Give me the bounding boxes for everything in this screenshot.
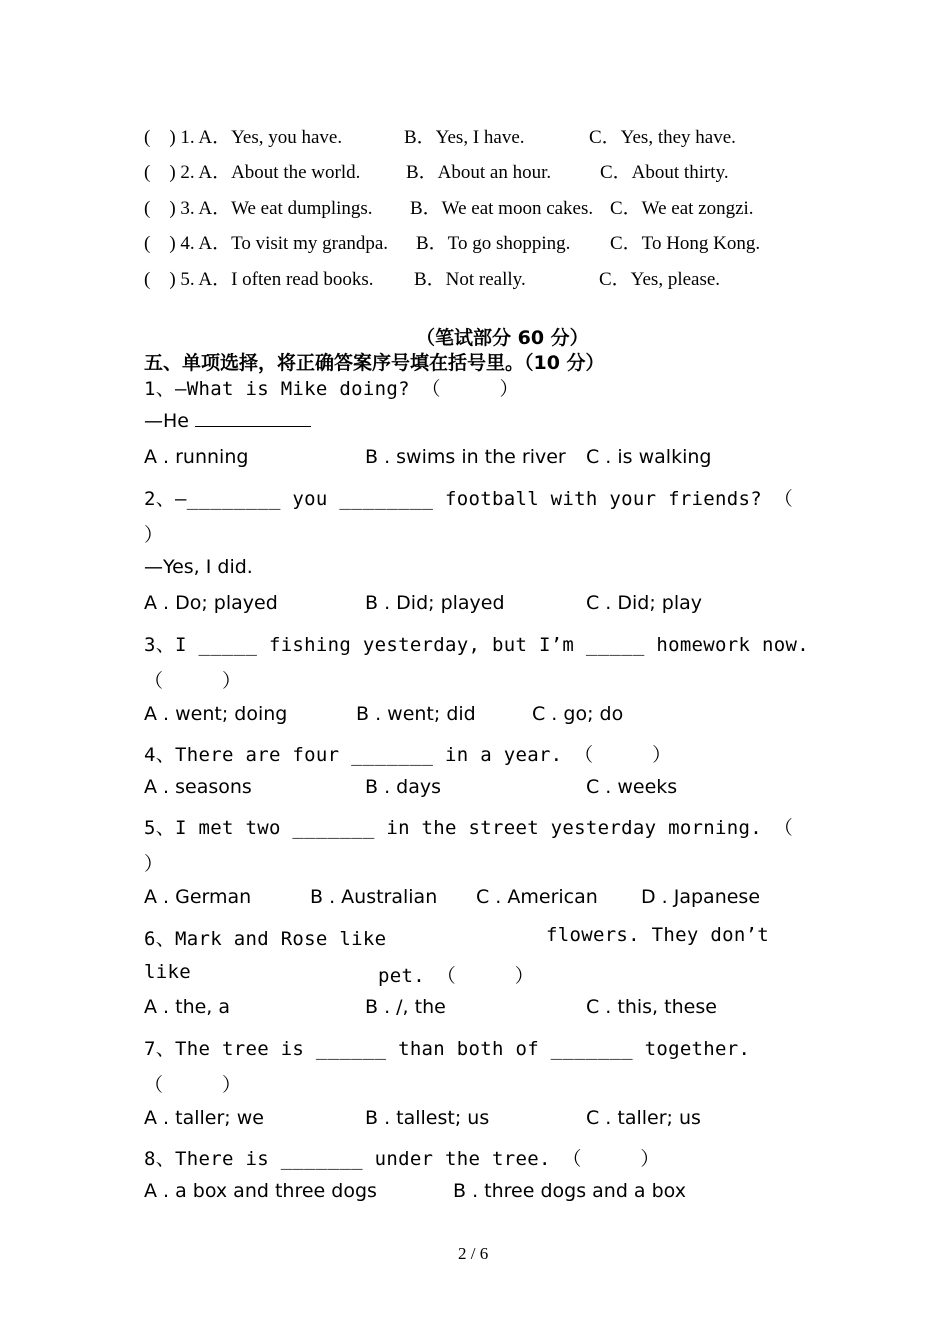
answer-parens: （ ）	[144, 670, 242, 692]
option-a: A . the, a	[144, 996, 231, 1018]
listening-option-c: C．Yes, they have.	[589, 127, 736, 148]
answer-line: —Yes, I did.	[144, 556, 253, 578]
question-stem: 3、I _____ fishing yesterday, but I’m _____ homework now.	[144, 634, 809, 656]
option-b: B . three dogs and a box	[453, 1180, 686, 1202]
option-c: C . taller; us	[586, 1107, 701, 1129]
question-stem-cont: ）	[144, 853, 164, 875]
page-number: 2 / 6	[458, 1244, 489, 1263]
section-title: 五、单项选择，将正确答案序号填在括号里。（10 分）	[144, 352, 605, 374]
question-stem: 1、—What is Mike doing? （ ）	[144, 378, 519, 400]
option-a: A . German	[144, 886, 252, 908]
option-b: B . Australian	[310, 886, 438, 908]
option-a: A . went; doing	[144, 703, 288, 725]
listening-option-a: ( ) 3. A．We eat dumplings.	[144, 198, 373, 219]
listening-option-b: B．Yes, I have.	[404, 127, 525, 148]
option-b: B . Did; played	[365, 592, 505, 614]
question-stem: 8、There is _______ under the tree. （ ）	[144, 1148, 660, 1170]
option-a: A . a box and three dogs	[144, 1180, 377, 1202]
option-b: B . tallest; us	[365, 1107, 490, 1129]
question-stem-part: pet. （ ）	[378, 965, 534, 987]
listening-option-c: C．Yes, please.	[599, 269, 721, 290]
option-c: C . go; do	[532, 703, 624, 725]
answer-line	[144, 410, 311, 432]
listening-option-a: ( ) 4. A．To visit my grandpa.	[144, 233, 389, 254]
question-stem-part: flowers. They don’t	[546, 924, 770, 946]
answer-prefix: —He	[144, 410, 189, 432]
listening-option-a: ( ) 2. A．About the world.	[144, 162, 361, 183]
listening-option-a: ( ) 5. A．I often read books.	[144, 269, 374, 290]
option-a: A . Do; played	[144, 592, 278, 614]
listening-option-a: ( ) 1. A．Yes, you have.	[144, 127, 343, 148]
option-c: C . American	[476, 886, 598, 908]
question-stem: 7、The tree is ______ than both of _______ together.	[144, 1038, 751, 1060]
answer-parens: （ ）	[144, 1074, 242, 1096]
listening-option-b: B．To go shopping.	[416, 233, 571, 254]
listening-option-b: B．Not really.	[414, 269, 526, 290]
listening-option-b: B．About an hour.	[406, 162, 552, 183]
option-c: C . weeks	[586, 776, 678, 798]
listening-option-c: C．We eat zongzi.	[610, 198, 754, 219]
option-a: A . seasons	[144, 776, 252, 798]
option-b: B . went; did	[356, 703, 476, 725]
option-a: A . running	[144, 446, 249, 468]
option-c: C . this, these	[586, 996, 717, 1018]
option-b: B . /, the	[365, 996, 446, 1018]
question-stem-cont: ）	[144, 524, 164, 546]
question-stem: 2、—________ you ________ football with your friends? （	[144, 488, 794, 510]
listening-option-c: C．To Hong Kong.	[610, 233, 761, 254]
question-stem: 5、I met two _______ in the street yesterday morning. （	[144, 817, 794, 839]
option-a: A . taller; we	[144, 1107, 264, 1129]
question-stem: 4、There are four _______ in a year. （ ）	[144, 744, 672, 766]
listening-option-b: B．We eat moon cakes.	[410, 198, 594, 219]
question-stem: 6、Mark and Rose like	[144, 928, 387, 950]
option-c: C . Did; play	[586, 592, 703, 614]
question-stem-cont: like	[144, 961, 191, 983]
option-c: C . is walking	[586, 446, 712, 468]
written-part-title: （笔试部分 60 分）	[416, 327, 589, 349]
option-d: D . Japanese	[641, 886, 761, 908]
option-b: B . swims in the river	[365, 446, 566, 468]
option-b: B . days	[365, 776, 441, 798]
listening-option-c: C．About thirty.	[600, 162, 729, 183]
answer-blank	[195, 425, 311, 427]
